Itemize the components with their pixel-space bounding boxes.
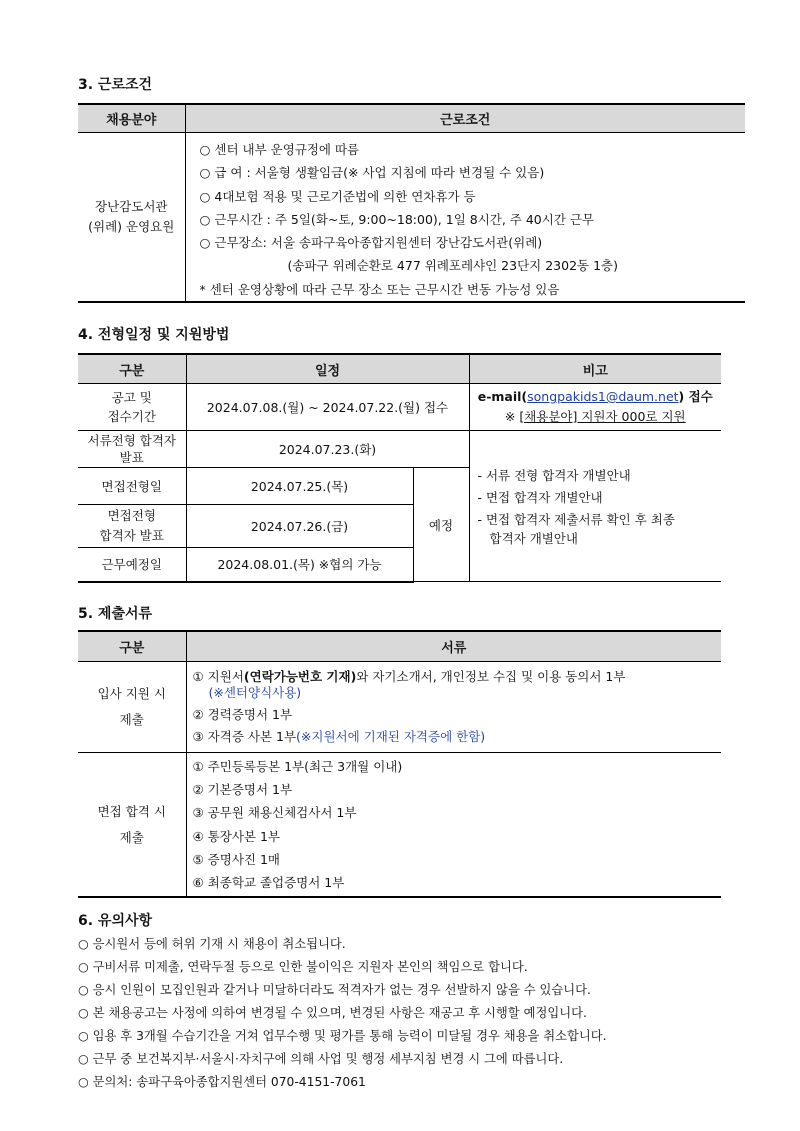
condition-item: ○ 센터 내부 운영규정에 따름 xyxy=(199,142,360,157)
remark-application-cell xyxy=(469,384,721,431)
email-link[interactable]: songpakids1@daum.net xyxy=(527,389,679,404)
remark-notify-item: - 면접 합격자 개별안내 xyxy=(477,490,603,505)
col-header-category: 구분 xyxy=(78,631,186,662)
remark-email-prefix: e-mail( xyxy=(477,389,528,404)
schedule-label-cell xyxy=(78,505,186,548)
documents-table xyxy=(78,630,721,898)
conditions-cell xyxy=(185,133,745,303)
schedule-label: 서류전형 합격자 xyxy=(87,433,176,448)
col-header-schedule: 일정 xyxy=(186,354,469,384)
doc-item: ③ 자격증 사본 1부 xyxy=(192,729,297,744)
section-5-title: 5. 제출서류 xyxy=(78,606,153,622)
schedule-label: 합격자 발표 xyxy=(99,528,164,543)
col-header-category: 구분 xyxy=(78,354,186,384)
section-4-title: 4. 전형일정 및 지원방법 xyxy=(78,327,230,343)
col-header-remarks: 비고 xyxy=(469,354,721,384)
schedule-label-cell xyxy=(78,431,186,468)
doc-item-note: (※지원서에 기재된 자격증에 한함) xyxy=(296,729,486,744)
schedule-table xyxy=(78,353,721,583)
remark-notify-item: - 서류 전형 합격자 개별안내 xyxy=(477,468,631,483)
remark-note-subject: [채용분야] 지원자 000로 지원 xyxy=(519,409,686,424)
docs-label-line: 제출 xyxy=(119,829,144,845)
schedule-label: 면접전형 xyxy=(107,508,156,523)
doc-item: ① 주민등록등본 1부(최근 3개월 이내) xyxy=(192,759,403,774)
condition-item: ○ 4대보험 적용 및 근로기준법에 의한 연차휴가 등 xyxy=(199,188,476,204)
section-3-title: 3. 근로조건 xyxy=(78,77,153,93)
condition-item: ○ 근무장소: 서울 송파구육아종합지원센터 장난감도서관(위례) xyxy=(199,235,543,251)
doc-item: 와 자기소개서, 개인정보 수집 및 이용 동의서 1부 xyxy=(356,669,626,684)
doc-item: ④ 통장사본 1부 xyxy=(192,828,280,844)
schedule-date: 2024.07.08.(월) ~ 2024.07.22.(월) 접수 xyxy=(186,384,469,431)
col-header-field: 채용분야 xyxy=(78,104,185,133)
notice-item: ○ 임용 후 3개월 수습기간을 거쳐 업무수행 및 평가를 통해 능력이 미달될 경우 채용을 취소합니다. xyxy=(78,1029,607,1043)
remark-notify-cell xyxy=(469,431,721,582)
condition-item: ○ 급 여 : 서울형 생활임금(※ 사업 지침에 따라 변경될 수 있음) xyxy=(199,165,545,181)
schedule-label: 면접전형일 xyxy=(78,468,186,505)
doc-item: ② 경력증명서 1부 xyxy=(192,707,293,722)
condition-item-address: (송파구 위례순환로 477 위례포레샤인 23단지 2302동 1층) xyxy=(287,258,618,274)
section-6-title: 6. 유의사항 xyxy=(78,913,153,929)
remark-notify-item: - 면접 합격자 제출서류 확인 후 최종 xyxy=(477,512,675,527)
recruit-field-line: (위례) 운영요원 xyxy=(88,219,175,235)
schedule-label: 근무예정일 xyxy=(78,548,186,582)
interview-docs-label xyxy=(78,753,186,898)
docs-label-line: 입사 지원 시 xyxy=(97,686,166,701)
col-header-conditions: 근로조건 xyxy=(185,104,745,133)
application-docs-label xyxy=(78,662,186,753)
schedule-label: 공고 및 xyxy=(111,390,152,405)
notice-item: ○ 응시원서 등에 허위 기재 시 채용이 취소됩니다. xyxy=(78,937,346,951)
remark-note-prefix: ※ xyxy=(504,409,520,424)
notice-item: ○ 본 채용공고는 사정에 의하여 변경될 수 있으며, 변경된 사항은 재공고 후 시행할 예정입니다. xyxy=(78,1006,587,1020)
notice-item: ○ 문의처: 송파구육아종합지원센터 070-4151-7061 xyxy=(78,1075,366,1089)
condition-footnote: * 센터 운영상황에 따라 근무 장소 또는 근무시간 변동 가능성 있음 xyxy=(199,281,560,297)
recruit-field-line: 장난감도서관 xyxy=(95,199,168,215)
doc-item: ① 지원서 xyxy=(192,669,244,684)
doc-item: ⑤ 증명사진 1매 xyxy=(192,851,280,867)
doc-item: ⑥ 최종학교 졸업증명서 1부 xyxy=(192,875,345,891)
docs-label-line: 면접 합격 시 xyxy=(97,803,166,819)
doc-item-emphasis: (연락가능번호 기재) xyxy=(243,669,357,684)
docs-label-line: 제출 xyxy=(119,712,144,727)
notice-item: ○ 응시 인원이 모집인원과 같거나 미달하더라도 적격자가 없는 경우 선발하지 않을 수 있습니다. xyxy=(78,983,591,997)
notice-list xyxy=(78,934,738,1095)
recruit-field-cell xyxy=(78,133,185,303)
notice-item: ○ 구비서류 미제출, 연락두절 등으로 인한 불이익은 지원자 본인의 책임으로 합니다. xyxy=(78,960,528,974)
doc-item: ③ 공무원 채용신체검사서 1부 xyxy=(192,805,357,821)
doc-item: ② 기본증명서 1부 xyxy=(192,782,293,798)
application-docs-list xyxy=(186,662,721,753)
notice-item: ○ 근무 중 보건복지부·서울시·자치구에 의해 사업 및 행정 세부지침 변경 시 그에 따릅니다. xyxy=(78,1052,564,1066)
remark-email-suffix: ) 접수 xyxy=(678,389,713,404)
schedule-date: 2024.07.26.(금) xyxy=(186,505,413,548)
working-conditions-table xyxy=(78,103,745,303)
schedule-date: 2024.08.01.(목) ※협의 가능 xyxy=(186,548,413,582)
schedule-label: 접수기간 xyxy=(107,409,156,424)
tentative-label: 예정 xyxy=(413,468,469,582)
schedule-label-cell xyxy=(78,384,186,431)
col-header-documents: 서류 xyxy=(186,631,721,662)
doc-item-note: (※센터양식사용) xyxy=(208,685,302,700)
interview-docs-list xyxy=(186,753,721,898)
remark-notify-item: 합격자 개별안내 xyxy=(489,531,578,546)
schedule-date: 2024.07.25.(목) xyxy=(186,468,413,505)
condition-item: ○ 근무시간 : 주 5일(화~토, 9:00~18:00), 1일 8시간, 주 40시간 근무 xyxy=(199,211,595,227)
schedule-date: 2024.07.23.(화) xyxy=(186,431,469,468)
schedule-label: 발표 xyxy=(119,450,144,465)
